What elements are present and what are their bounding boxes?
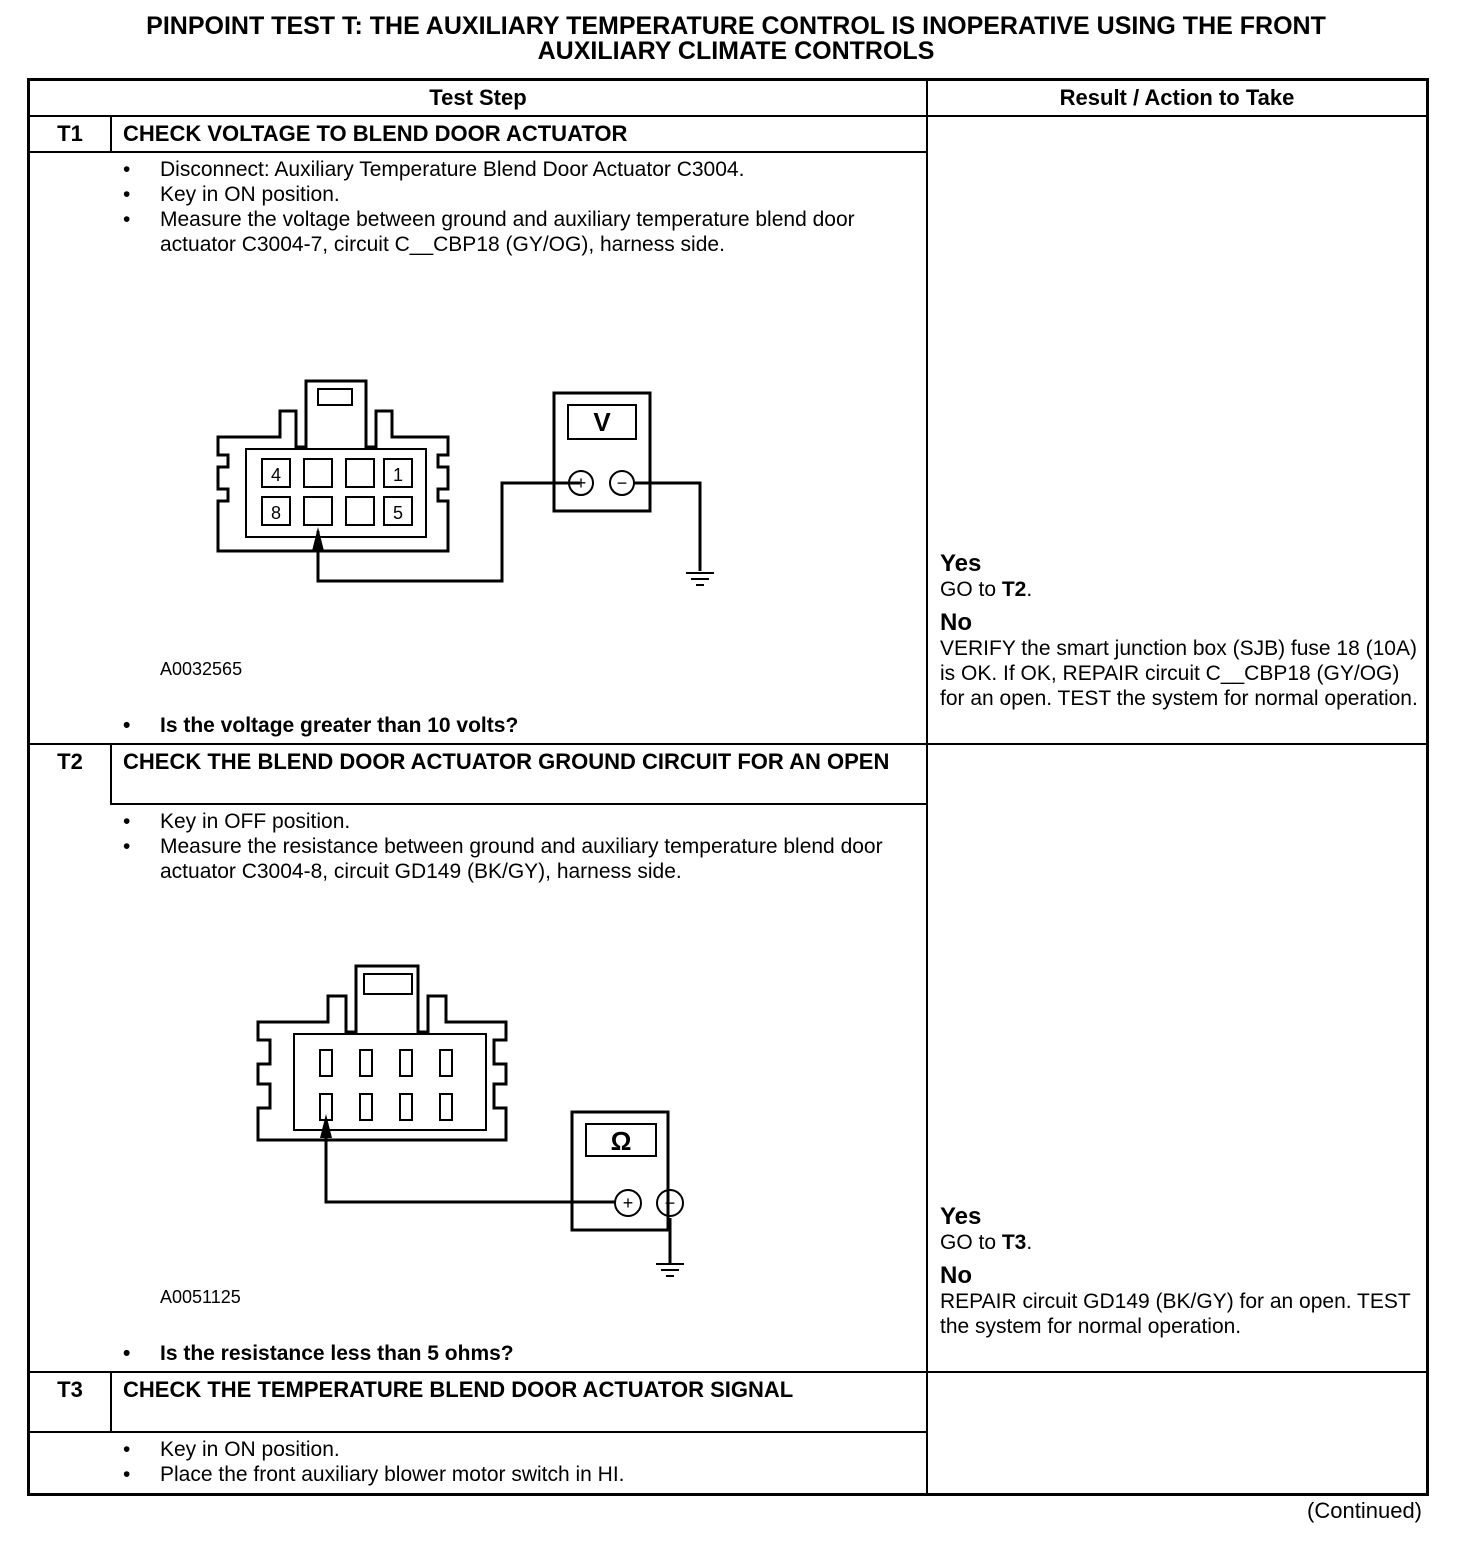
figure-id-t2: A0051125: [160, 1287, 241, 1307]
pin-label: 5: [392, 503, 404, 523]
svg-text:−: −: [664, 1193, 676, 1213]
step-id-t1: T1: [57, 121, 83, 146]
svg-text:+: +: [575, 473, 587, 493]
t1-title-rule: [30, 151, 926, 153]
instruction-item: • Key in ON position.: [123, 182, 913, 207]
instruction-item: • Disconnect: Auxiliary Temperature Blend Door Actuator C3004.: [123, 157, 913, 182]
title-line-1: PINPOINT TEST T: THE AUXILIARY TEMPERATURE CONTROL IS INOPERATIVE USING THE FRONT: [146, 12, 1326, 40]
pin-cavity: [346, 497, 374, 525]
pin-cavity: [360, 1094, 372, 1120]
step-title-t2: CHECK THE BLEND DOOR ACTUATOR GROUND CIRCUIT FOR AN OPEN: [123, 749, 890, 774]
probe-tip-icon: [312, 527, 324, 551]
step-title-t3: CHECK THE TEMPERATURE BLEND DOOR ACTUATOR SIGNAL: [123, 1377, 794, 1402]
step-instructions-t3: [123, 1437, 913, 1487]
pin-cavity: [440, 1050, 452, 1076]
connector-latch: [318, 389, 352, 405]
negative-test-lead: [634, 483, 700, 571]
title-line-2: AUXILIARY CLIMATE CONTROLS: [537, 37, 935, 65]
svg-text:+: +: [622, 1193, 634, 1213]
voltmeter-diagram: [200, 371, 760, 601]
connector-inner-face: [294, 1034, 486, 1130]
meter-symbol: Ω: [610, 1126, 632, 1156]
result-header: Result / Action to Take: [1059, 85, 1295, 110]
figure-id-t1: A0032565: [160, 659, 243, 679]
no-action: VERIFY the smart junction box (SJB) fuse 18 (10A) is OK. If OK, REPAIR circuit C__CBP18 (GY/OG) for an open. TEST the system for normal operation.: [940, 637, 1418, 710]
step-id-t3: T3: [57, 1377, 83, 1402]
connector-latch: [364, 974, 412, 994]
no-label: No: [940, 609, 972, 636]
question: • Is the resistance less than 5 ohms?: [123, 1341, 913, 1366]
test-step-header: Test Step: [429, 85, 527, 110]
pin-cavity: [304, 459, 332, 487]
pin-cavity: [346, 459, 374, 487]
step-instructions-t2: [123, 809, 913, 884]
header-rule: [30, 115, 1426, 117]
probe-tip-icon: [320, 1114, 332, 1138]
yes-label: Yes: [940, 550, 982, 577]
instruction-item: • Place the front auxiliary blower motor switch in HI.: [123, 1462, 913, 1487]
svg-text:−: −: [616, 473, 628, 493]
step-question-t1: [123, 713, 913, 738]
instruction-item: • Measure the voltage between ground and auxiliary temperature blend door actuator C3004-7, circuit C__CBP18 (GY/OG), harness side.: [123, 207, 913, 257]
pin-cavity: [400, 1094, 412, 1120]
result-t2: [940, 1204, 1420, 1339]
instruction-item: • Measure the resistance between ground and auxiliary temperature blend door actuator C3004-8, circuit GD149 (BK/GY), harness side.: [123, 834, 913, 884]
pinpoint-table: [27, 78, 1429, 1496]
pin-cavity: [320, 1050, 332, 1076]
step-id-divider-t2: [110, 745, 112, 805]
continued-note: (Continued): [1307, 1498, 1422, 1523]
pin-label: 1: [392, 465, 404, 485]
step-id-divider-t3: [110, 1373, 112, 1431]
yes-action: GO to T3.: [940, 1231, 1033, 1254]
connector-housing: [258, 966, 506, 1140]
ground-icon: [656, 1264, 684, 1276]
meter-symbol: V: [593, 407, 611, 437]
step-question-t2: [123, 1341, 913, 1366]
no-action: REPAIR circuit GD149 (BK/GY) for an open. TEST the system for normal operation.: [940, 1290, 1411, 1338]
yes-target-link[interactable]: T2: [1001, 578, 1027, 601]
step-id-t2: T2: [57, 749, 83, 774]
pin-cavity: [400, 1050, 412, 1076]
pin-cavity: [304, 497, 332, 525]
step-title-t1: CHECK VOLTAGE TO BLEND DOOR ACTUATOR: [123, 121, 628, 146]
question: • Is the voltage greater than 10 volts?: [123, 713, 913, 738]
connector-inner-face: [246, 449, 426, 537]
pin-cavity: [360, 1050, 372, 1076]
step-instructions-t1: [123, 157, 913, 257]
ground-icon: [686, 573, 714, 585]
t2-end-rule: [30, 1371, 1426, 1373]
step-id-divider-t1: [110, 117, 112, 153]
yes-target-link[interactable]: T3: [1001, 1231, 1027, 1254]
no-label: No: [940, 1262, 972, 1289]
instruction-item: • Key in OFF position.: [123, 809, 913, 834]
t1-end-rule: [30, 743, 1426, 745]
page-title: [0, 14, 1472, 64]
pin-label: 8: [270, 503, 282, 523]
result-t1: [940, 551, 1420, 711]
yes-label: Yes: [940, 1203, 982, 1230]
instruction-item: • Key in ON position.: [123, 1437, 913, 1462]
yes-action: GO to T2.: [940, 578, 1033, 601]
t3-title-rule: [30, 1431, 926, 1433]
column-divider: [926, 81, 928, 1493]
t2-title-rule: [110, 803, 926, 805]
pin-label: 4: [270, 465, 282, 485]
ohmmeter-diagram: [240, 956, 700, 1281]
pin-cavity: [440, 1094, 452, 1120]
